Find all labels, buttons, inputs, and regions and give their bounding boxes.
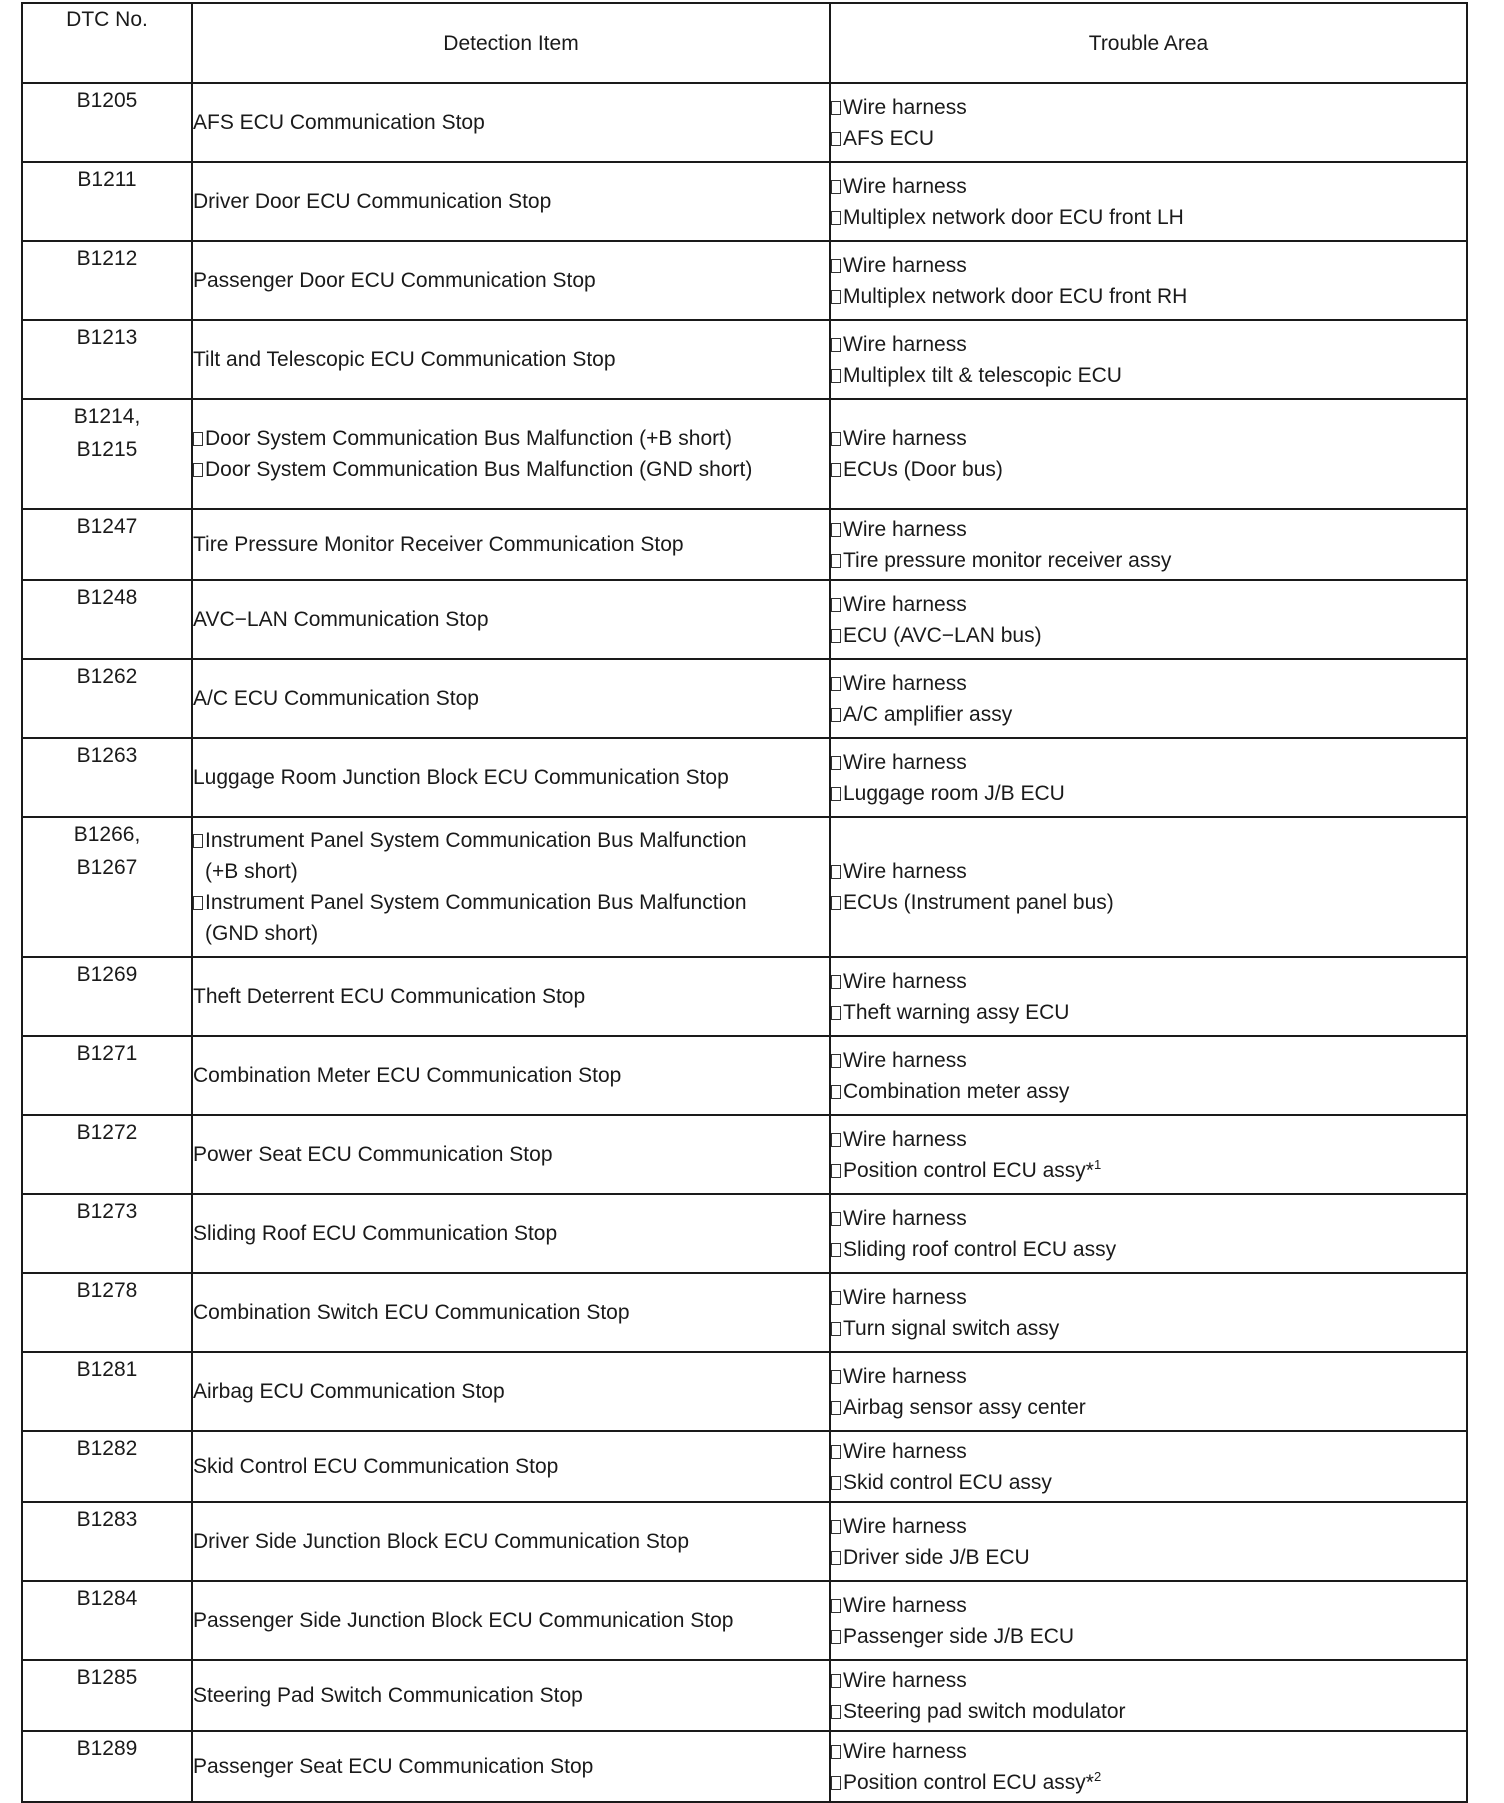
- detection-item-text: Tilt and Telescopic ECU Communication Stop: [193, 348, 616, 371]
- header-detection-item: Detection Item: [192, 3, 830, 83]
- detection-item-line: [193, 762, 829, 793]
- table-row: [22, 1502, 1467, 1581]
- trouble-area-line: [831, 514, 1466, 545]
- trouble-area-cell: [830, 1273, 1467, 1352]
- dtc-code-cell: [22, 509, 192, 580]
- trouble-area-text: Wire harness: [843, 1439, 967, 1463]
- trouble-area-line: [831, 1511, 1466, 1542]
- checkbox-bullet-icon: [831, 1520, 841, 1534]
- dtc-code: B1282: [76, 1437, 138, 1460]
- detection-item-text: A/C ECU Communication Stop: [193, 687, 479, 710]
- trouble-area-cell: [830, 1581, 1467, 1660]
- table-row: [22, 320, 1467, 399]
- trouble-area-text: Wire harness: [843, 750, 967, 774]
- table-row: [22, 817, 1467, 957]
- trouble-area-line: [831, 856, 1466, 887]
- dtc-code-cell: [22, 1273, 192, 1352]
- trouble-area-line: [831, 1361, 1466, 1392]
- dtc-code-cell: [22, 817, 192, 957]
- trouble-area-text: Tire pressure monitor receiver assy: [843, 548, 1172, 572]
- detection-item-cell: [192, 509, 830, 580]
- detection-item-line: [193, 887, 829, 918]
- trouble-area-line: [831, 454, 1466, 485]
- dtc-code: B1263: [76, 744, 138, 767]
- detection-item-text: Passenger Side Junction Block ECU Communication Stop: [193, 1609, 734, 1632]
- trouble-area-line: [831, 887, 1466, 918]
- dtc-code: B1271: [76, 1042, 138, 1065]
- detection-item-cell: [192, 241, 830, 320]
- trouble-area-text: Steering pad switch modulator: [843, 1699, 1126, 1723]
- checkbox-bullet-icon: [831, 1133, 841, 1147]
- trouble-area-cell: [830, 1352, 1467, 1431]
- detection-item-text: Power Seat ECU Communication Stop: [193, 1143, 553, 1166]
- checkbox-bullet-icon: [831, 756, 841, 770]
- detection-item-cell: [192, 1194, 830, 1273]
- checkbox-bullet-icon: [831, 554, 841, 568]
- trouble-area-text: Wire harness: [843, 671, 967, 695]
- trouble-area-text: Multiplex tilt & telescopic ECU: [843, 363, 1122, 387]
- checkbox-bullet-icon: [831, 629, 841, 643]
- detection-item-line: [193, 981, 829, 1012]
- trouble-area-line: [831, 1313, 1466, 1344]
- trouble-area-line: [831, 778, 1466, 809]
- detection-item-cell: [192, 1431, 830, 1502]
- trouble-area-cell: [830, 817, 1467, 957]
- detection-item-text: Tire Pressure Monitor Receiver Communication Stop: [193, 533, 684, 556]
- detection-item-cell: [192, 580, 830, 659]
- trouble-area-text: ECU (AVC−LAN bus): [843, 623, 1042, 647]
- checkbox-bullet-icon: [831, 1212, 841, 1226]
- detection-item-text: (+B short): [205, 860, 298, 883]
- trouble-area-cell: [830, 1036, 1467, 1115]
- checkbox-bullet-icon: [831, 1745, 841, 1759]
- trouble-area-text: Position control ECU assy*: [843, 1158, 1094, 1182]
- dtc-code-cell: [22, 957, 192, 1036]
- detection-item-text: Sliding Roof ECU Communication Stop: [193, 1222, 558, 1245]
- detection-item-text: Instrument Panel System Communication Bus Malfunction: [205, 829, 747, 852]
- trouble-area-line: [831, 1696, 1466, 1727]
- dtc-code: B1213: [76, 326, 138, 349]
- detection-item-cell: [192, 399, 830, 509]
- detection-item-line: [193, 1218, 829, 1249]
- trouble-area-line: [831, 620, 1466, 651]
- trouble-area-cell: [830, 1431, 1467, 1502]
- detection-item-line: [193, 1526, 829, 1557]
- table-row: [22, 1273, 1467, 1352]
- trouble-area-line: [831, 1542, 1466, 1573]
- trouble-area-text: ECUs (Instrument panel bus): [843, 891, 1114, 914]
- detection-item-cell: [192, 659, 830, 738]
- dtc-code: B1272: [76, 1121, 138, 1144]
- trouble-area-text: Wire harness: [843, 1514, 967, 1538]
- detection-item-line: [193, 454, 829, 485]
- checkbox-bullet-icon: [831, 211, 841, 225]
- detection-item-cell: [192, 738, 830, 817]
- dtc-code-cell: [22, 1581, 192, 1660]
- trouble-area-line: [831, 281, 1466, 312]
- checkbox-bullet-icon: [831, 865, 841, 879]
- checkbox-bullet-icon: [831, 598, 841, 612]
- dtc-code: B1247: [76, 515, 138, 538]
- trouble-area-line: [831, 1076, 1466, 1107]
- dtc-code: B1214,: [73, 405, 141, 428]
- trouble-area-line: [831, 699, 1466, 730]
- dtc-code: B1285: [76, 1666, 138, 1689]
- trouble-area-line: [831, 1467, 1466, 1498]
- trouble-area-text: Theft warning assy ECU: [843, 1000, 1070, 1024]
- checkbox-bullet-icon: [831, 180, 841, 194]
- trouble-area-text: Wire harness: [843, 1364, 967, 1388]
- checkbox-bullet-icon: [831, 1445, 841, 1459]
- dtc-code-cell: [22, 399, 192, 509]
- trouble-area-line: [831, 1392, 1466, 1423]
- dtc-code: B1212: [76, 247, 138, 270]
- trouble-area-text: Combination meter assy: [843, 1079, 1070, 1103]
- trouble-area-cell: [830, 83, 1467, 162]
- trouble-area-text: Wire harness: [843, 427, 967, 450]
- detection-item-line: [193, 918, 829, 949]
- detection-item-cell: [192, 1352, 830, 1431]
- trouble-area-cell: [830, 738, 1467, 817]
- header-trouble-area: Trouble Area: [830, 3, 1467, 83]
- trouble-area-cell: [830, 1660, 1467, 1731]
- checkbox-bullet-icon: [831, 1322, 841, 1336]
- trouble-area-line: [831, 92, 1466, 123]
- checkbox-bullet-icon: [831, 338, 841, 352]
- dtc-code-cell: [22, 1502, 192, 1581]
- trouble-area-text: A/C amplifier assy: [843, 702, 1013, 726]
- detection-item-line: [193, 1376, 829, 1407]
- dtc-code-cell: [22, 1036, 192, 1115]
- table-row: [22, 580, 1467, 659]
- trouble-area-line: [831, 360, 1466, 391]
- dtc-code: B1266,: [73, 823, 141, 846]
- checkbox-bullet-icon: [831, 259, 841, 273]
- trouble-area-line: [831, 1590, 1466, 1621]
- detection-item-text: Theft Deterrent ECU Communication Stop: [193, 985, 586, 1008]
- header-row: [22, 3, 1467, 83]
- trouble-area-cell: [830, 399, 1467, 509]
- detection-item-line: [193, 344, 829, 375]
- trouble-area-text: Wire harness: [843, 1206, 967, 1230]
- dtc-code-cell: [22, 1194, 192, 1273]
- detection-item-text: Door System Communication Bus Malfunction (GND short): [205, 458, 753, 481]
- trouble-area-line: [831, 423, 1466, 454]
- trouble-area-text: Multiplex network door ECU front RH: [843, 284, 1188, 308]
- detection-item-text: Combination Meter ECU Communication Stop: [193, 1064, 622, 1087]
- trouble-area-line: [831, 1155, 1466, 1186]
- dtc-code-cell: [22, 1115, 192, 1194]
- table-row: [22, 241, 1467, 320]
- trouble-area-text: Wire harness: [843, 969, 967, 993]
- checkbox-bullet-icon: [831, 1006, 841, 1020]
- trouble-area-cell: [830, 1115, 1467, 1194]
- table-row: [22, 1431, 1467, 1502]
- detection-item-cell: [192, 1660, 830, 1731]
- trouble-area-line: [831, 123, 1466, 154]
- detection-item-text: Driver Door ECU Communication Stop: [193, 190, 552, 213]
- detection-item-cell: [192, 162, 830, 241]
- trouble-area-text: Multiplex network door ECU front LH: [843, 205, 1184, 229]
- trouble-area-line: [831, 1436, 1466, 1467]
- checkbox-bullet-icon: [831, 787, 841, 801]
- checkbox-bullet-icon: [193, 896, 203, 910]
- trouble-area-text: Sliding roof control ECU assy: [843, 1237, 1117, 1261]
- trouble-area-line: [831, 966, 1466, 997]
- detection-item-line: [193, 1751, 829, 1782]
- trouble-area-cell: [830, 1731, 1467, 1802]
- trouble-area-cell: [830, 580, 1467, 659]
- detection-item-line: [193, 604, 829, 635]
- detection-item-line: [193, 683, 829, 714]
- dtc-code-cell: [22, 83, 192, 162]
- detection-item-text: Steering Pad Switch Communication Stop: [193, 1684, 583, 1707]
- trouble-area-cell: [830, 241, 1467, 320]
- table-row: [22, 1115, 1467, 1194]
- detection-item-text: Skid Control ECU Communication Stop: [193, 1455, 559, 1478]
- dtc-code: B1211: [77, 168, 137, 191]
- table-row: [22, 1194, 1467, 1273]
- trouble-area-line: [831, 329, 1466, 360]
- checkbox-bullet-icon: [831, 1243, 841, 1257]
- table-row: [22, 659, 1467, 738]
- detection-item-text: Passenger Door ECU Communication Stop: [193, 269, 596, 292]
- dtc-code: B1273: [76, 1200, 138, 1223]
- trouble-area-text: Wire harness: [843, 1127, 967, 1151]
- checkbox-bullet-icon: [831, 101, 841, 115]
- trouble-area-line: [831, 1234, 1466, 1265]
- detection-item-text: Luggage Room Junction Block ECU Communication Stop: [193, 766, 729, 789]
- trouble-area-line: [831, 997, 1466, 1028]
- trouble-area-cell: [830, 957, 1467, 1036]
- checkbox-bullet-icon: [831, 1776, 841, 1790]
- checkbox-bullet-icon: [831, 1085, 841, 1099]
- trouble-area-text: Wire harness: [843, 174, 967, 198]
- trouble-area-line: [831, 1045, 1466, 1076]
- trouble-area-text: Position control ECU assy*: [843, 1770, 1094, 1794]
- table-row: [22, 738, 1467, 817]
- trouble-area-text: Passenger side J/B ECU: [843, 1624, 1075, 1648]
- dtc-code: B1281: [76, 1358, 138, 1381]
- table-row: [22, 1036, 1467, 1115]
- trouble-area-text: Wire harness: [843, 1048, 967, 1072]
- checkbox-bullet-icon: [831, 132, 841, 146]
- trouble-area-text: AFS ECU: [843, 126, 935, 150]
- dtc-code-cell: [22, 1731, 192, 1802]
- trouble-area-text: Turn signal switch assy: [843, 1316, 1060, 1340]
- dtc-code: B1262: [76, 665, 138, 688]
- checkbox-bullet-icon: [831, 463, 841, 477]
- checkbox-bullet-icon: [831, 896, 841, 910]
- checkbox-bullet-icon: [193, 463, 203, 477]
- detection-item-cell: [192, 320, 830, 399]
- detection-item-cell: [192, 83, 830, 162]
- table-row: [22, 509, 1467, 580]
- trouble-area-text: Wire harness: [843, 1593, 967, 1617]
- trouble-area-text: Driver side J/B ECU: [843, 1545, 1030, 1569]
- checkbox-bullet-icon: [831, 1291, 841, 1305]
- trouble-area-text: Luggage room J/B ECU: [843, 781, 1065, 805]
- detection-item-line: [193, 1451, 829, 1482]
- detection-item-line: [193, 265, 829, 296]
- detection-item-line: [193, 1680, 829, 1711]
- table-body: [22, 83, 1467, 1802]
- trouble-area-text: Wire harness: [843, 1285, 967, 1309]
- trouble-area-line: [831, 589, 1466, 620]
- detection-item-line: [193, 856, 829, 887]
- checkbox-bullet-icon: [831, 290, 841, 304]
- dtc-code: B1248: [76, 586, 138, 609]
- detection-item-text: Door System Communication Bus Malfunction (+B short): [205, 427, 732, 450]
- table-row: [22, 83, 1467, 162]
- trouble-area-line: [831, 668, 1466, 699]
- detection-item-line: [193, 1060, 829, 1091]
- trouble-area-line: [831, 1282, 1466, 1313]
- dtc-code-cell: [22, 659, 192, 738]
- trouble-area-line: [831, 1621, 1466, 1652]
- trouble-area-text: Wire harness: [843, 592, 967, 616]
- table-row: [22, 162, 1467, 241]
- dtc-code-cell: [22, 162, 192, 241]
- trouble-area-text: Airbag sensor assy center: [843, 1395, 1086, 1419]
- table-row: [22, 957, 1467, 1036]
- checkbox-bullet-icon: [831, 975, 841, 989]
- trouble-area-line: [831, 202, 1466, 233]
- trouble-area-text: Wire harness: [843, 95, 967, 119]
- detection-item-line: [193, 529, 829, 560]
- checkbox-bullet-icon: [831, 1401, 841, 1415]
- dtc-code-cell: [22, 320, 192, 399]
- checkbox-bullet-icon: [831, 1599, 841, 1613]
- detection-item-cell: [192, 817, 830, 957]
- trouble-area-text: Wire harness: [843, 1668, 967, 1692]
- dtc-code: B1283: [76, 1508, 138, 1531]
- trouble-area-text: Wire harness: [843, 332, 967, 356]
- trouble-area-line: [831, 1124, 1466, 1155]
- dtc-code-cell: [22, 1431, 192, 1502]
- detection-item-text: Passenger Seat ECU Communication Stop: [193, 1755, 594, 1778]
- trouble-area-cell: [830, 1502, 1467, 1581]
- checkbox-bullet-icon: [831, 1630, 841, 1644]
- dtc-code: B1278: [76, 1279, 138, 1302]
- table-row: [22, 1352, 1467, 1431]
- detection-item-text: Instrument Panel System Communication Bus Malfunction: [205, 891, 747, 914]
- dtc-code: B1284: [76, 1587, 138, 1610]
- trouble-area-cell: [830, 320, 1467, 399]
- footnote-marker: 2: [1093, 1768, 1102, 1784]
- detection-item-line: [193, 186, 829, 217]
- trouble-area-line: [831, 545, 1466, 576]
- dtc-code-cell: [22, 1660, 192, 1731]
- checkbox-bullet-icon: [831, 369, 841, 383]
- checkbox-bullet-icon: [831, 523, 841, 537]
- checkbox-bullet-icon: [831, 708, 841, 722]
- trouble-area-cell: [830, 659, 1467, 738]
- trouble-area-text: Skid control ECU assy: [843, 1470, 1052, 1494]
- trouble-area-text: Wire harness: [843, 860, 967, 883]
- detection-item-line: [193, 423, 829, 454]
- trouble-area-line: [831, 747, 1466, 778]
- checkbox-bullet-icon: [831, 1054, 841, 1068]
- trouble-area-line: [831, 1665, 1466, 1696]
- trouble-area-text: ECUs (Door bus): [843, 458, 1003, 481]
- detection-item-cell: [192, 1731, 830, 1802]
- table-row: [22, 1731, 1467, 1802]
- trouble-area-line: [831, 1767, 1466, 1798]
- dtc-code: B1205: [76, 89, 138, 112]
- checkbox-bullet-icon: [831, 1164, 841, 1178]
- detection-item-cell: [192, 1502, 830, 1581]
- dtc-table: [21, 2, 1468, 1803]
- table-row: [22, 1660, 1467, 1731]
- detection-item-line: [193, 1139, 829, 1170]
- checkbox-bullet-icon: [193, 432, 203, 446]
- table-row: [22, 399, 1467, 509]
- detection-item-line: [193, 825, 829, 856]
- dtc-code-cell: [22, 1352, 192, 1431]
- trouble-area-text: Wire harness: [843, 253, 967, 277]
- checkbox-bullet-icon: [831, 1705, 841, 1719]
- detection-item-line: [193, 1297, 829, 1328]
- checkbox-bullet-icon: [831, 677, 841, 691]
- dtc-code: B1289: [76, 1737, 138, 1760]
- trouble-area-cell: [830, 509, 1467, 580]
- detection-item-text: Combination Switch ECU Communication Stop: [193, 1301, 630, 1324]
- trouble-area-line: [831, 1736, 1466, 1767]
- detection-item-text: (GND short): [205, 922, 319, 945]
- checkbox-bullet-icon: [831, 1551, 841, 1565]
- checkbox-bullet-icon: [193, 834, 203, 848]
- checkbox-bullet-icon: [831, 432, 841, 446]
- dtc-code: B1267: [76, 856, 138, 879]
- trouble-area-cell: [830, 162, 1467, 241]
- trouble-area-line: [831, 171, 1466, 202]
- detection-item-text: Driver Side Junction Block ECU Communication Stop: [193, 1530, 690, 1553]
- dtc-code-cell: [22, 580, 192, 659]
- detection-item-cell: [192, 1115, 830, 1194]
- trouble-area-text: Wire harness: [843, 1739, 967, 1763]
- detection-item-line: [193, 107, 829, 138]
- dtc-code: B1215: [76, 438, 138, 461]
- dtc-code: B1269: [76, 963, 138, 986]
- detection-item-text: AVC−LAN Communication Stop: [193, 608, 489, 631]
- trouble-area-line: [831, 1203, 1466, 1234]
- detection-item-cell: [192, 1036, 830, 1115]
- detection-item-cell: [192, 1581, 830, 1660]
- header-dtc-no: DTC No.: [22, 3, 192, 83]
- detection-item-text: AFS ECU Communication Stop: [193, 111, 485, 134]
- trouble-area-text: Wire harness: [843, 517, 967, 541]
- detection-item-line: [193, 1605, 829, 1636]
- table-row: [22, 1581, 1467, 1660]
- dtc-code-cell: [22, 241, 192, 320]
- dtc-code-cell: [22, 738, 192, 817]
- checkbox-bullet-icon: [831, 1674, 841, 1688]
- detection-item-cell: [192, 957, 830, 1036]
- trouble-area-line: [831, 250, 1466, 281]
- trouble-area-cell: [830, 1194, 1467, 1273]
- detection-item-cell: [192, 1273, 830, 1352]
- detection-item-text: Airbag ECU Communication Stop: [193, 1380, 505, 1403]
- footnote-marker: 1: [1093, 1156, 1102, 1172]
- checkbox-bullet-icon: [831, 1476, 841, 1490]
- checkbox-bullet-icon: [831, 1370, 841, 1384]
